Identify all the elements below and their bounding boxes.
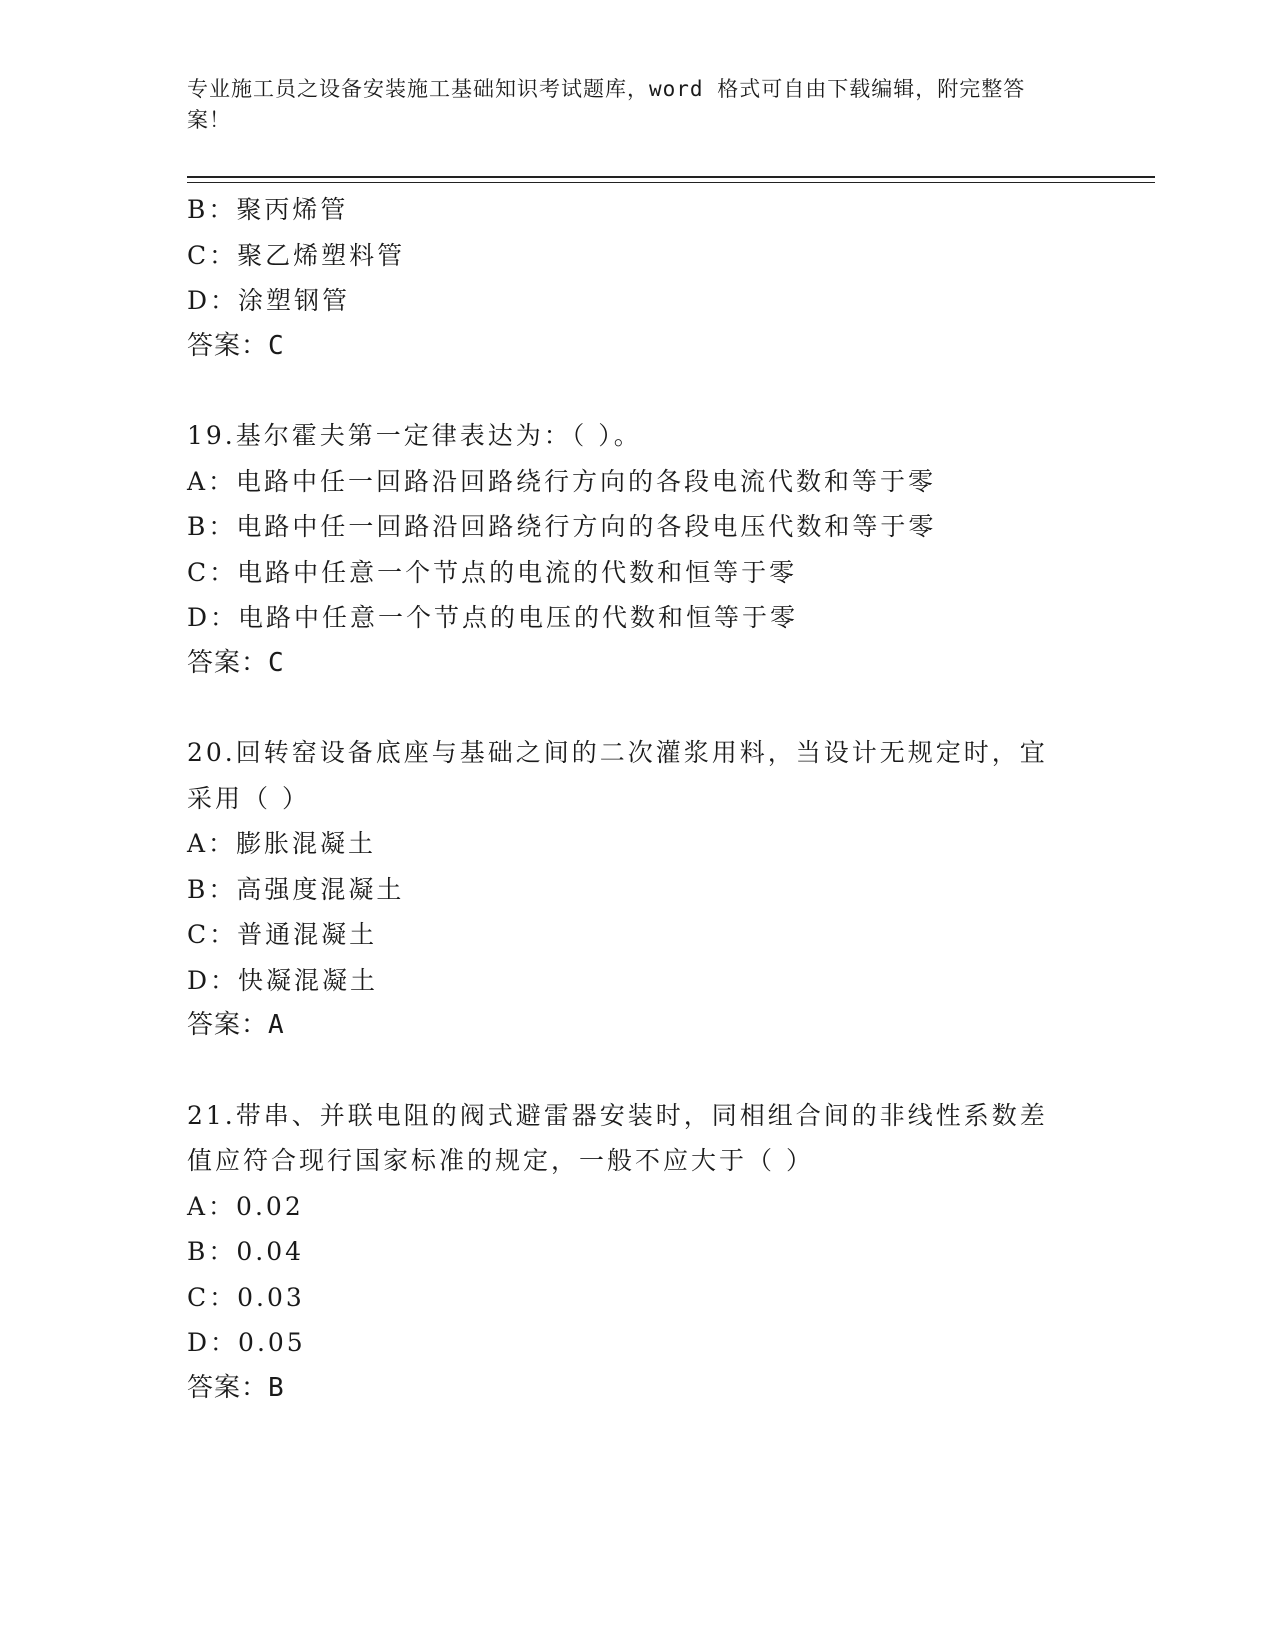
spacer [187, 1049, 1155, 1093]
question-stem: 21.带串、并联电阻的阀式避雷器安装时，同相组合间的非线性系数差值应符合现行国家标准的规定，一般不应大于（ ） [187, 1100, 1048, 1175]
header-rule-thick [187, 176, 1155, 178]
question-18-block [187, 187, 1155, 369]
option-b: B：0.04 [187, 1237, 305, 1266]
option-d: D：电路中任意一个节点的电压的代数和恒等于零 [187, 603, 799, 632]
question-stem: 20.回转窑设备底座与基础之间的二次灌浆用料，当设计无规定时，宜采用（ ） [187, 738, 1048, 813]
option-a: A：0.02 [187, 1191, 304, 1221]
option-a: A：膨胀混凝土 [187, 829, 377, 858]
spacer [187, 686, 1155, 730]
option-d: D：0.05 [187, 1328, 306, 1357]
question-stem: 19.基尔霍夫第一定律表达为：（ ）。 [187, 421, 642, 450]
option-c: C：聚乙烯塑料管 [187, 240, 406, 270]
option-b: B：聚丙烯管 [187, 195, 349, 224]
header-rule-thin [187, 182, 1155, 183]
answer-line: 答案：C [187, 330, 285, 361]
option-c: C：电路中任意一个节点的电流的代数和恒等于零 [187, 557, 798, 587]
option-b: B：电路中任一回路沿回路绕行方向的各段电压代数和等于零 [187, 512, 937, 541]
spacer [187, 369, 1155, 413]
question-20-block [187, 730, 1155, 1049]
option-c: C：普通混凝土 [187, 920, 378, 949]
question-19-block [187, 413, 1155, 686]
option-a: A：电路中任一回路沿回路绕行方向的各段电流代数和等于零 [187, 466, 937, 496]
answer-line: 答案：B [187, 1372, 285, 1403]
question-21-block [187, 1093, 1155, 1412]
option-d: D：涂塑钢管 [187, 286, 351, 315]
option-b: B：高强度混凝土 [187, 874, 405, 904]
answer-line: 答案：C [187, 647, 285, 678]
option-d: D：快凝混凝土 [187, 965, 379, 995]
option-c: C：0.03 [187, 1282, 305, 1312]
answer-line: 答案：A [187, 1010, 285, 1040]
document-header: 专业施工员之设备安装施工基础知识考试题库，word 格式可自由下载编辑，附完整答案！ [187, 77, 1026, 132]
question-list [187, 187, 1155, 1411]
